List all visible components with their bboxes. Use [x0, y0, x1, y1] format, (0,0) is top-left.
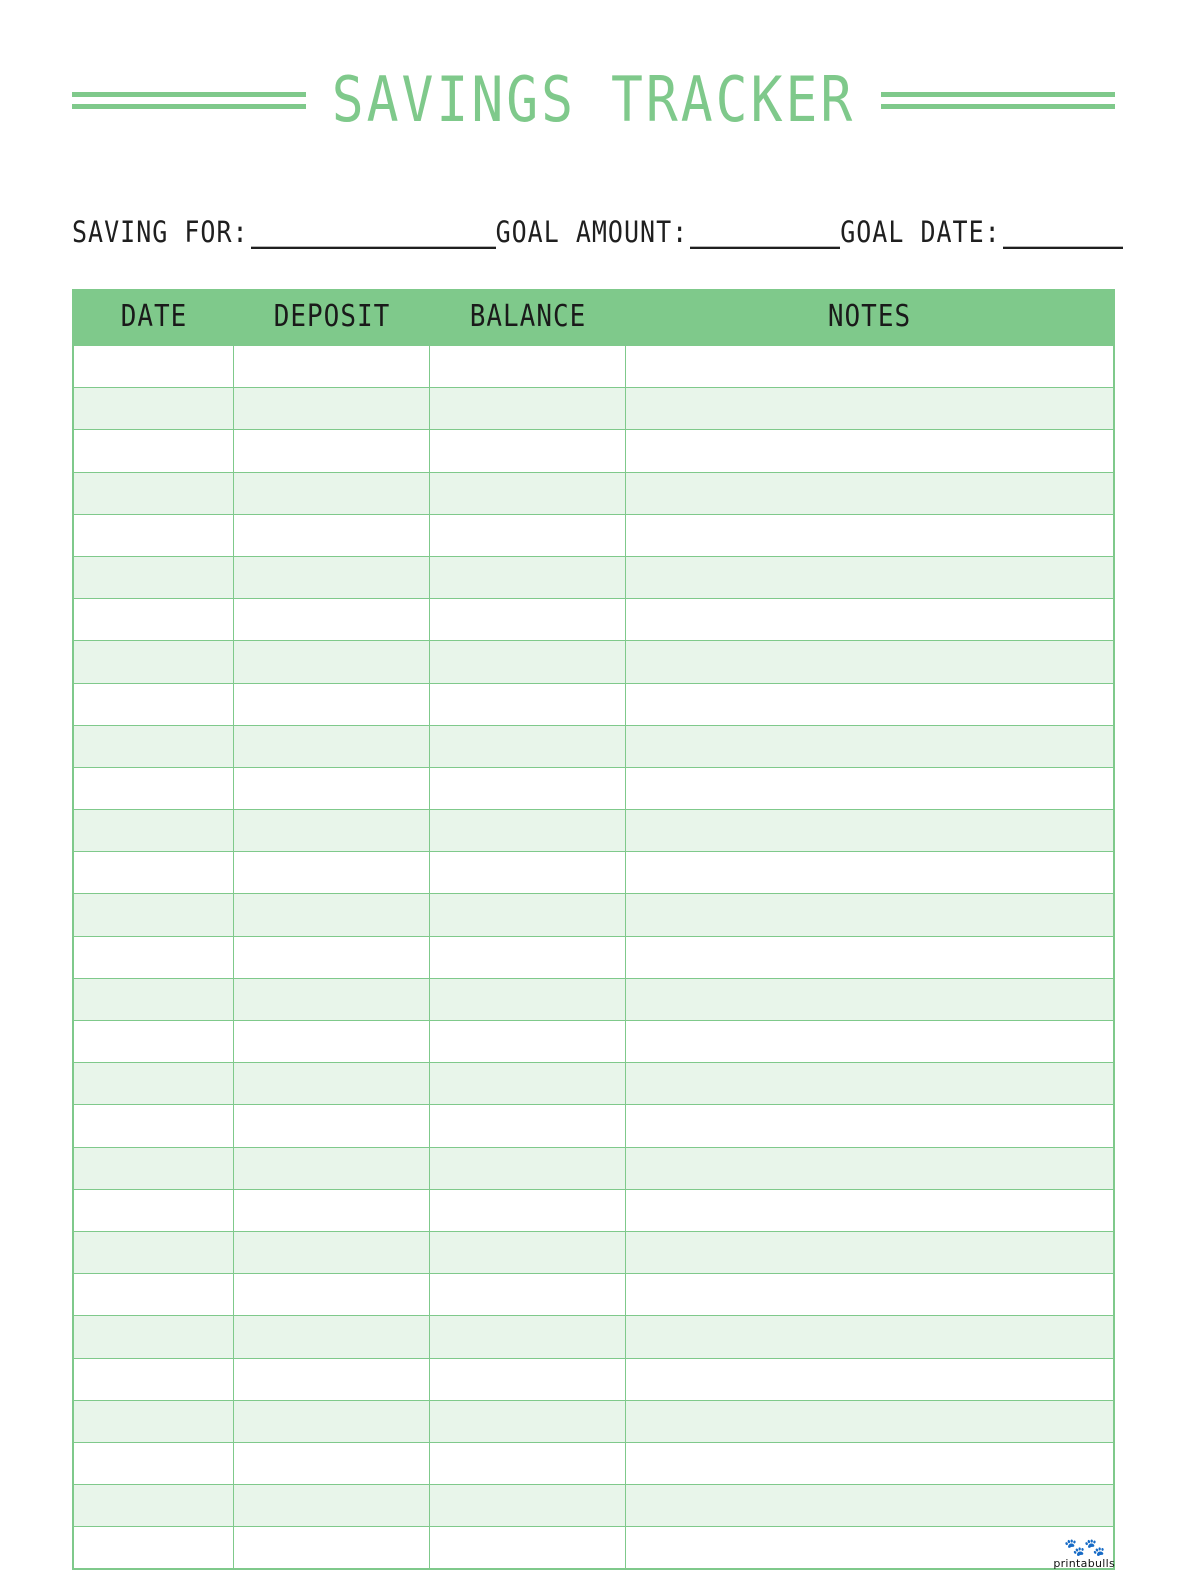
cell-date[interactable]: [74, 1527, 234, 1568]
cell-date[interactable]: [74, 515, 234, 556]
cell-balance[interactable]: [430, 894, 626, 935]
cell-notes[interactable]: [626, 1359, 1113, 1400]
cell-notes[interactable]: [626, 726, 1113, 767]
cell-date[interactable]: [74, 1063, 234, 1104]
cell-deposit[interactable]: [234, 768, 430, 809]
cell-notes[interactable]: [626, 388, 1113, 429]
cell-notes[interactable]: [626, 641, 1113, 682]
cell-balance[interactable]: [430, 1190, 626, 1231]
cell-balance[interactable]: [430, 1105, 626, 1146]
cell-deposit[interactable]: [234, 1105, 430, 1146]
cell-balance[interactable]: [430, 388, 626, 429]
table-row: [74, 936, 1113, 978]
cell-balance[interactable]: [430, 1359, 626, 1400]
rule-line: [881, 104, 1115, 109]
table-row: [74, 851, 1113, 893]
table-row: [74, 1104, 1113, 1146]
cell-balance[interactable]: [430, 768, 626, 809]
cell-date[interactable]: [74, 1190, 234, 1231]
cell-deposit[interactable]: [234, 1359, 430, 1400]
cell-date[interactable]: [74, 1359, 234, 1400]
cell-notes[interactable]: [626, 557, 1113, 598]
cell-deposit[interactable]: [234, 557, 430, 598]
cell-date[interactable]: [74, 937, 234, 978]
cell-balance[interactable]: [430, 937, 626, 978]
cell-balance[interactable]: [430, 1485, 626, 1526]
cell-notes[interactable]: [626, 768, 1113, 809]
title-rule-right: [881, 92, 1115, 109]
table-row: [74, 1315, 1113, 1357]
cell-date[interactable]: [74, 979, 234, 1020]
goal-fields: [72, 215, 1115, 249]
table-row: [74, 767, 1113, 809]
table-row: [74, 1442, 1113, 1484]
cell-deposit[interactable]: [234, 515, 430, 556]
title-rule-left: [72, 92, 306, 109]
cell-deposit[interactable]: [234, 894, 430, 935]
table-row: [74, 683, 1113, 725]
bulldogs-icon: 🐾🐾: [1063, 1538, 1105, 1558]
cell-deposit[interactable]: [234, 1232, 430, 1273]
cell-date[interactable]: [74, 1401, 234, 1442]
cell-date[interactable]: [74, 768, 234, 809]
cell-deposit[interactable]: [234, 937, 430, 978]
cell-balance[interactable]: [430, 979, 626, 1020]
cell-deposit[interactable]: [234, 1021, 430, 1062]
table-row: [74, 1147, 1113, 1189]
column-header-date: DATE: [120, 299, 188, 335]
cell-deposit[interactable]: [234, 599, 430, 640]
cell-date[interactable]: [74, 726, 234, 767]
goal-date-label: GOAL DATE:: [840, 215, 1001, 249]
cell-date[interactable]: [74, 1316, 234, 1357]
cell-date[interactable]: [74, 684, 234, 725]
cell-date[interactable]: [74, 599, 234, 640]
cell-balance[interactable]: [430, 557, 626, 598]
cell-date[interactable]: [74, 894, 234, 935]
cell-deposit[interactable]: [234, 1274, 430, 1315]
goal-amount-label: GOAL AMOUNT:: [495, 215, 689, 249]
cell-deposit[interactable]: [234, 726, 430, 767]
cell-deposit[interactable]: [234, 1316, 430, 1357]
table-row: [74, 556, 1113, 598]
cell-date[interactable]: [74, 346, 234, 387]
cell-deposit[interactable]: [234, 1527, 430, 1568]
goal-amount-input[interactable]: [690, 221, 840, 249]
field-goal-amount: [496, 215, 841, 249]
cell-notes[interactable]: [626, 937, 1113, 978]
cell-deposit[interactable]: [234, 1485, 430, 1526]
field-goal-date: [840, 215, 1123, 249]
cell-deposit[interactable]: [234, 852, 430, 893]
cell-date[interactable]: [74, 1232, 234, 1273]
cell-balance[interactable]: [430, 641, 626, 682]
cell-date[interactable]: [74, 1148, 234, 1189]
cell-balance[interactable]: [430, 1063, 626, 1104]
cell-deposit[interactable]: [234, 1063, 430, 1104]
cell-deposit[interactable]: [234, 1190, 430, 1231]
column-header-notes: NOTES: [827, 299, 912, 335]
cell-balance[interactable]: [430, 726, 626, 767]
cell-date[interactable]: [74, 1274, 234, 1315]
cell-notes[interactable]: [626, 1021, 1113, 1062]
table-row: [74, 978, 1113, 1020]
cell-notes[interactable]: [626, 810, 1113, 851]
table-row: [74, 345, 1113, 387]
table-header-row: [74, 289, 1113, 345]
page-title-row: [72, 60, 1115, 140]
cell-date[interactable]: [74, 1021, 234, 1062]
cell-notes[interactable]: [626, 515, 1113, 556]
column-header-deposit: DEPOSIT: [273, 299, 391, 335]
table-row: [74, 1400, 1113, 1442]
table-row: [74, 1020, 1113, 1062]
cell-notes[interactable]: [626, 430, 1113, 471]
column-header-balance: BALANCE: [469, 299, 587, 335]
cell-balance[interactable]: [430, 1232, 626, 1273]
cell-notes[interactable]: [626, 1105, 1113, 1146]
cell-notes[interactable]: [626, 346, 1113, 387]
table-row: [74, 472, 1113, 514]
cell-notes[interactable]: [626, 1274, 1113, 1315]
cell-notes[interactable]: [626, 599, 1113, 640]
goal-date-input[interactable]: [1003, 221, 1123, 249]
cell-deposit[interactable]: [234, 388, 430, 429]
cell-notes[interactable]: [626, 1443, 1113, 1484]
table-row: [74, 1062, 1113, 1104]
cell-deposit[interactable]: [234, 1443, 430, 1484]
table-row: [74, 1526, 1113, 1568]
cell-deposit[interactable]: [234, 641, 430, 682]
brand-name: printabulls: [1053, 1557, 1115, 1570]
rule-line: [881, 92, 1115, 97]
cell-date[interactable]: [74, 557, 234, 598]
cell-balance[interactable]: [430, 810, 626, 851]
saving-for-input[interactable]: [251, 221, 496, 249]
cell-notes[interactable]: [626, 1232, 1113, 1273]
cell-notes[interactable]: [626, 1401, 1113, 1442]
cell-balance[interactable]: [430, 599, 626, 640]
cell-deposit[interactable]: [234, 979, 430, 1020]
cell-balance[interactable]: [430, 430, 626, 471]
cell-date[interactable]: [74, 430, 234, 471]
cell-date[interactable]: [74, 852, 234, 893]
table-row: [74, 1358, 1113, 1400]
table-row: [74, 1189, 1113, 1231]
cell-balance[interactable]: [430, 1274, 626, 1315]
table-row: [74, 809, 1113, 851]
table-row: [74, 1273, 1113, 1315]
cell-deposit[interactable]: [234, 473, 430, 514]
cell-deposit[interactable]: [234, 430, 430, 471]
cell-notes[interactable]: [626, 1485, 1113, 1526]
table-row: [74, 893, 1113, 935]
cell-deposit[interactable]: [234, 1148, 430, 1189]
savings-tracker-page: [0, 60, 1187, 1596]
cell-deposit[interactable]: [234, 346, 430, 387]
rule-line: [72, 104, 306, 109]
footer-logo: [1053, 1538, 1115, 1570]
table-row: [74, 598, 1113, 640]
cell-notes[interactable]: [626, 894, 1113, 935]
cell-date[interactable]: [74, 1443, 234, 1484]
cell-notes[interactable]: [626, 979, 1113, 1020]
table-row: [74, 1231, 1113, 1273]
table-row: [74, 514, 1113, 556]
cell-notes[interactable]: [626, 1190, 1113, 1231]
cell-notes[interactable]: [626, 852, 1113, 893]
cell-notes[interactable]: [626, 1063, 1113, 1104]
cell-notes[interactable]: [626, 684, 1113, 725]
cell-balance[interactable]: [430, 1527, 626, 1568]
cell-deposit[interactable]: [234, 1401, 430, 1442]
cell-notes[interactable]: [626, 473, 1113, 514]
table-row: [74, 387, 1113, 429]
saving-for-label: SAVING FOR:: [72, 215, 249, 249]
cell-date[interactable]: [74, 641, 234, 682]
page-title: SAVINGS TRACKER: [331, 64, 856, 136]
cell-date[interactable]: [74, 388, 234, 429]
cell-date[interactable]: [74, 473, 234, 514]
cell-balance[interactable]: [430, 1316, 626, 1357]
cell-balance[interactable]: [430, 473, 626, 514]
cell-balance[interactable]: [430, 515, 626, 556]
cell-notes[interactable]: [626, 1148, 1113, 1189]
cell-deposit[interactable]: [234, 684, 430, 725]
savings-table: [72, 289, 1115, 1570]
cell-balance[interactable]: [430, 1401, 626, 1442]
cell-notes[interactable]: [626, 1316, 1113, 1357]
cell-date[interactable]: [74, 810, 234, 851]
cell-balance[interactable]: [430, 1021, 626, 1062]
cell-balance[interactable]: [430, 346, 626, 387]
cell-date[interactable]: [74, 1105, 234, 1146]
table-row: [74, 640, 1113, 682]
rule-line: [72, 92, 306, 97]
cell-notes[interactable]: [626, 1527, 1113, 1568]
table-row: [74, 1484, 1113, 1526]
cell-balance[interactable]: [430, 1148, 626, 1189]
table-body: [74, 345, 1113, 1568]
cell-date[interactable]: [74, 1485, 234, 1526]
field-saving-for: [72, 215, 496, 249]
table-row: [74, 725, 1113, 767]
cell-balance[interactable]: [430, 852, 626, 893]
table-row: [74, 429, 1113, 471]
cell-balance[interactable]: [430, 684, 626, 725]
cell-balance[interactable]: [430, 1443, 626, 1484]
cell-deposit[interactable]: [234, 810, 430, 851]
